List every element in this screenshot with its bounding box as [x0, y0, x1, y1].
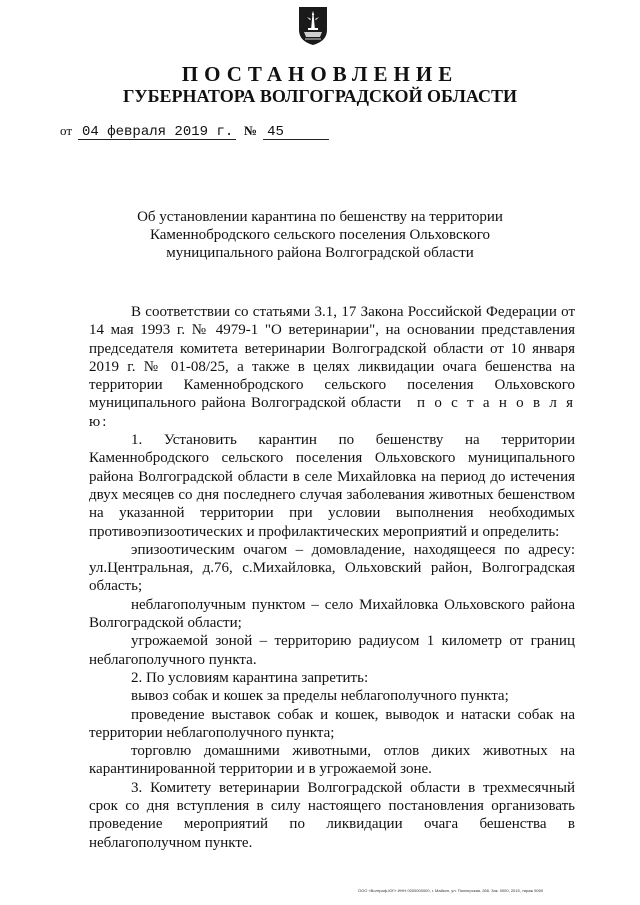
subject-line: Об установлении карантина по бешенству на территории: [137, 209, 503, 225]
item-1-paragraph: 1. Установить карантин по бешенству на территории Каменнобродского сельского поселения Ольховского муниципального района Волгоградской области в селе Михайловка на период до истечения двух месяцев со дня последнего случая заболевания животных бешенством на указанной территории при условии выполнения необходимых противоэпизоотических и профилактических мероприятий и определить:: [89, 432, 575, 540]
item-2-paragraph: 2. По условиям карантина запретить:: [131, 669, 369, 686]
item-2c-paragraph: торговлю домашними животными, отлов диких животных на карантинированной территории и в угрожаемой зоне.: [89, 743, 575, 778]
date-number-line: [60, 123, 329, 140]
document-number: 45: [263, 125, 329, 140]
number-label: №: [244, 123, 258, 138]
preamble-paragraph: [89, 303, 575, 431]
document-body: [89, 303, 575, 852]
print-imprint: ООО «Волграф-ЮГ» ИНН 0000000000, г. Майкоп, ул. Пионерская, 268. Зак. 0000, 2015, тираж 5000: [358, 888, 544, 893]
document-title: ПОСТАНОВЛЕНИЕ: [181, 62, 459, 86]
item-2b-paragraph: проведение выставок собак и кошек, выводок и натаски собак на территории неблагополучного пункта;: [89, 706, 575, 741]
document-date: 04 февраля 2019 г.: [78, 125, 236, 140]
from-label: от: [60, 123, 73, 138]
document-subtitle: ГУБЕРНАТОРА ВОЛГОГРАДСКОЙ ОБЛАСТИ: [122, 86, 518, 106]
item-3-paragraph: 3. Комитету ветеринарии Волгоградской области в трехмесячный срок со дня вступления в силу настоящего постановления организовать проведение мероприятий по ликвидации очага бешенства в неблагополучном пункте.: [89, 779, 575, 851]
preamble-text: В соответствии со статьями 3.1, 17 Закона Российской Федерации от 14 мая 1993 г. № 4979-1 "О ветеринарии", на основании представления председателя комитета ветеринарии Волгоградской области от 10 января 2019 г. № 01-08/25, а также в целях ликвидации очага бешенства на территории Каменнобродского сельского поселения Ольховского муниципального района Волгоградской области: [89, 304, 575, 412]
document-subject: [120, 208, 520, 262]
item-1-focus-paragraph: эпизоотическим очагом – домовладение, находящееся по адресу: ул.Центральная, д.76, с.Михайловка, Ольховский район, Волгоградская область;: [89, 541, 575, 595]
item-1-point-paragraph: неблагополучным пунктом – село Михайловка Ольховского района Волгоградской области;: [89, 596, 575, 632]
decree-word: п о с т а н о в л я ю:: [89, 395, 575, 430]
subject-line: муниципального района Волгоградской области: [166, 245, 474, 261]
item-1-zone-paragraph: угрожаемой зоной – территорию радиусом 1 километр от границ неблагополучного пункта.: [89, 633, 575, 668]
subject-line: Каменнобродского сельского поселения Ольховского: [149, 227, 491, 243]
item-2a-paragraph: вывоз собак и кошек за пределы неблагополучного пункта;: [131, 688, 509, 705]
volgograd-oblast-emblem-icon: [298, 6, 328, 46]
